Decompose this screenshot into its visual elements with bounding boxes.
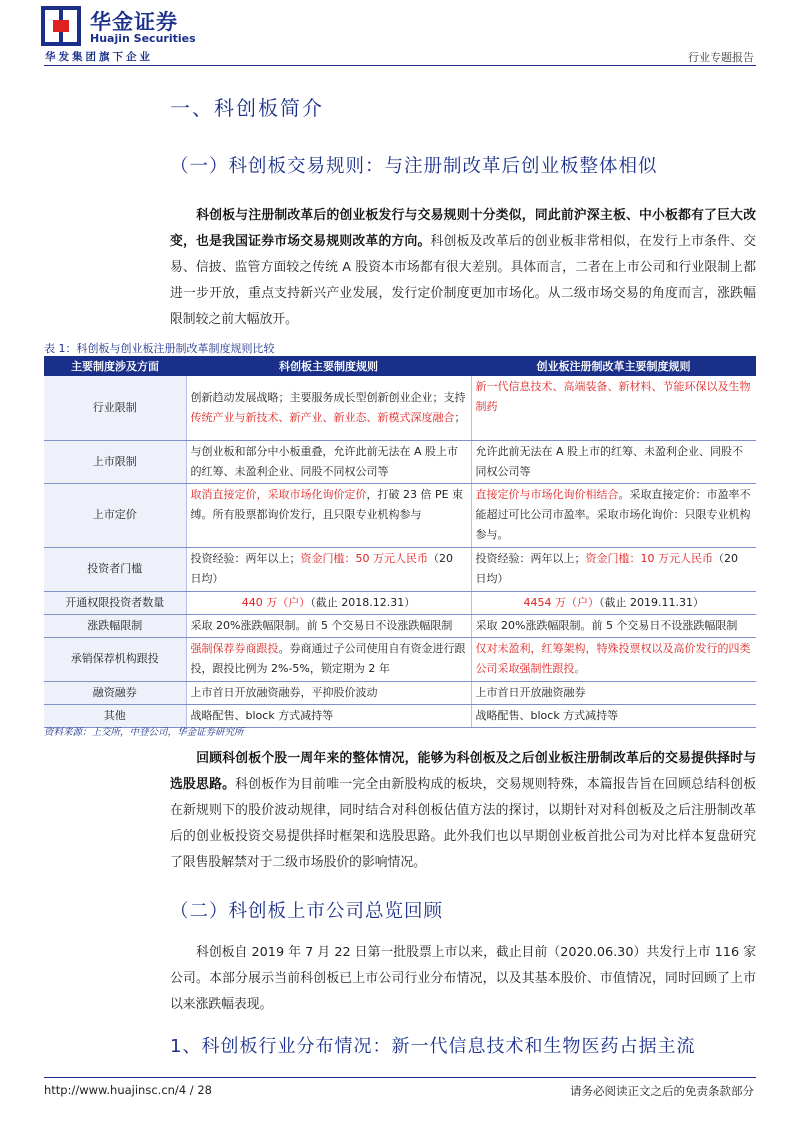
kcb-rule-cell — [186, 483, 471, 547]
report-type: 行业专题报告 — [688, 51, 754, 64]
paragraph-1-bold: 科创板与注册制改革后的创业板发行与交易规则十分类似，同此前沪深主板、中小板都有了巨大改变，也是我国证券市场交易规则改革的方向。 — [170, 208, 756, 249]
table-header-cell: 创业板注册制改革主要制度规则 — [471, 356, 756, 376]
cell-text: （截止 2018.12.31） — [310, 595, 416, 609]
cyb-rule-cell — [471, 547, 756, 591]
kcb-rule-cell — [186, 376, 471, 440]
table-header-cell: 主要制度涉及方面 — [44, 356, 186, 376]
group-tagline: 华发集团旗下企业 — [45, 51, 153, 63]
table-row — [44, 681, 756, 704]
cyb-rule-cell — [471, 483, 756, 547]
paragraph-2 — [170, 746, 756, 876]
cell-text: （20 日均） — [475, 552, 738, 585]
paragraph-2-bold: 回顾科创板个股一周年来的整体情况，能够为科创板及之后创业板注册制改革后的交易提供择时与选股思路。 — [170, 751, 756, 792]
table-row — [44, 637, 756, 681]
cyb-rule-cell — [471, 637, 756, 681]
row-label: 上市限制 — [44, 440, 186, 483]
subsubsection-heading: 1、科创板行业分布情况：新一代信息技术和生物医药占据主流 — [170, 1036, 696, 1057]
row-label: 开通权限投资者数量 — [44, 591, 186, 614]
footer-divider — [44, 1077, 756, 1078]
row-label: 涨跌幅限制 — [44, 614, 186, 637]
table-caption: 表 1：科创板与创业板注册制改革制度规则比较 — [44, 342, 275, 355]
highlight-text: 资金门槛：10 万元人民币 — [585, 552, 713, 565]
company-logo-icon — [41, 6, 81, 46]
cyb-rule-cell — [471, 591, 756, 614]
page-number: 4 / 28 — [178, 1083, 212, 1097]
highlight-text: 强制保荐券商跟投 — [190, 642, 279, 655]
cell-text: ； — [454, 410, 466, 424]
cyb-rule-cell: 允许此前无法在 A 股上市的红筹、未盈利企业、同股不同权公司等 — [471, 440, 756, 483]
row-label: 融资融券 — [44, 681, 186, 704]
highlight-text: 资金门槛：50 万元人民币 — [300, 552, 428, 565]
cell-text: （截止 2019.11.31） — [599, 595, 704, 609]
kcb-rule-cell: 上市首日开放融资融券，平抑股价波动 — [186, 681, 471, 704]
table-row — [44, 591, 756, 614]
table-row — [44, 483, 756, 547]
footer-url-page — [44, 1083, 212, 1097]
footer-url[interactable]: http://www.huajinsc.cn/ — [44, 1083, 179, 1097]
cell-text: 投资经验：两年以上； — [475, 552, 586, 565]
footer-disclaimer: 请务必阅读正文之后的免责条款部分 — [570, 1084, 754, 1098]
paragraph-2-text: 科创板作为目前唯一完全由新股构成的板块，交易规则特殊，本篇报告旨在回顾总结科创板在新规则下的股价波动规律，同时结合对科创板估值方法的探讨，以期针对对科创板及之后注册制改革后的创业板投资交易提供择时框架和选股思路。此外我们也以早期创业板首批公司为对比样本复盘研究了限售股解禁对于二级市场股价的影响情况。 — [170, 777, 757, 870]
section-heading: 一、科创板简介 — [170, 96, 324, 120]
cyb-rule-cell: 战略配售、block 方式减持等 — [471, 704, 756, 727]
row-label: 其他 — [44, 704, 186, 727]
subsection-heading-1: （一）科创板交易规则：与注册制改革后创业板整体相似 — [170, 156, 658, 177]
kcb-rule-cell — [186, 591, 471, 614]
paragraph-1-text: 科创板及改革后的创业板非常相似，在发行上市条件、交易、信披、监管方面较之传统 A 股资本市场都有很大差别。具体而言，二者在上市公司和行业限制上都进一步开放，重点支持新兴产业发展，发行定价制度更加市场化。从二级市场交易的角度而言，涨跌幅限制较之前大幅放开。 — [170, 234, 756, 327]
cell-text: 创新趋动发展战略；主要服务成长型创新创业企业；支持 — [190, 390, 466, 404]
table-row — [44, 440, 756, 483]
table-source-note: 资料来源：上交所，中登公司，华金证券研究所 — [44, 727, 244, 738]
paragraph-1 — [170, 203, 756, 333]
subsection-heading-2: （二）科创板上市公司总览回顾 — [170, 901, 444, 922]
company-name-cn: 华金证券 — [90, 10, 178, 34]
highlight-text: 新一代信息技术、高端装备、新材料、节能环保以及生物制药 — [475, 380, 751, 413]
highlight-text: 传统产业与新技术、新产业、新业态、新模式深度融合 — [190, 410, 455, 424]
highlight-text: 440 万（户） — [241, 595, 311, 609]
row-label: 行业限制 — [44, 376, 186, 440]
kcb-rule-cell — [186, 637, 471, 681]
cell-text: 。采取直接定价：市盈率不能超过可比公司市盈率。采取市场化询价：只限专业机构参与。 — [475, 487, 751, 541]
cyb-rule-cell — [471, 376, 756, 440]
cell-text: 投资经验：两年以上； — [190, 552, 301, 565]
kcb-rule-cell — [186, 547, 471, 591]
table-row — [44, 376, 756, 440]
company-name-en: Huajin Securities — [90, 32, 196, 45]
cell-text: （20 日均） — [190, 552, 453, 585]
highlight-text: 取消直接定价，采取市场化询价定价 — [190, 487, 367, 501]
row-label: 承销保荐机构跟投 — [44, 637, 186, 681]
kcb-rule-cell: 战略配售、block 方式减持等 — [186, 704, 471, 727]
paragraph-3-text: 科创板自 2019 年 7 月 22 日第一批股票上市以来，截止目前（2020.06.30）共发行上市 116 家公司。本部分展示当前科创板已上市公司行业分布情况，以及其基本股价、市值情况，同时回顾了上市以来涨跌幅表现。 — [170, 945, 756, 1012]
highlight-text: 直接定价与市场化询价相结合 — [475, 487, 619, 501]
row-label: 投资者门槛 — [44, 547, 186, 591]
table-row — [44, 547, 756, 591]
header-divider — [44, 65, 756, 66]
cell-text: ，打破 23 倍 PE 束缚。所有股票都询价发行，且只限专业机构参与 — [190, 487, 464, 521]
paragraph-3 — [170, 940, 756, 1018]
rules-comparison-table — [44, 356, 756, 728]
kcb-rule-cell: 与创业板和部分中小板重叠，允许此前无法在 A 股上市的红筹、未盈利企业、同股不同权公司等 — [186, 440, 471, 483]
row-label: 上市定价 — [44, 483, 186, 547]
table-row — [44, 614, 756, 637]
cyb-rule-cell: 采取 20%涨跌幅限制。前 5 个交易日不设涨跌幅限制 — [471, 614, 756, 637]
kcb-rule-cell: 采取 20%涨跌幅限制。前 5 个交易日不设涨跌幅限制 — [186, 614, 471, 637]
highlight-text: 4454 万（户） — [523, 595, 599, 609]
table-header-row — [44, 356, 756, 376]
highlight-text: 仅对未盈利，红筹架构，特殊投票权以及高价发行的四类公司采取强制性跟投。 — [475, 642, 751, 675]
table-header-cell: 科创板主要制度规则 — [186, 356, 471, 376]
cell-text: 。券商通过子公司使用自有资金进行跟投，跟投比例为 2%-5%，锁定期为 2 年 — [190, 642, 466, 675]
cyb-rule-cell: 上市首日开放融资融券 — [471, 681, 756, 704]
